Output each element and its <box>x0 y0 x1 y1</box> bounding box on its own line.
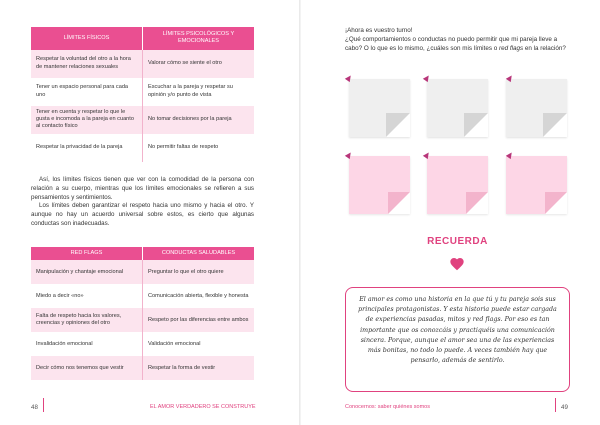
sticky-note[interactable] <box>506 156 567 214</box>
table-cell: Miedo a decir «no» <box>31 284 143 308</box>
sticky-note[interactable] <box>349 156 410 214</box>
table-row <box>31 106 254 134</box>
exercise-intro <box>345 27 575 54</box>
table-header-row <box>31 27 254 50</box>
table-cell: Tener en cuenta y respetar lo que le gusta e incomoda a la pareja en cuanto al contacto físico <box>31 106 143 134</box>
table-cell: Respetar la privacidad de la pareja <box>31 134 143 162</box>
page-curl <box>545 192 567 214</box>
table-header: CONDUCTAS SALUDABLES <box>143 247 255 260</box>
quote-text: El amor es como una historia en la que tú y tu pareja sois sus principales protagonistas. Y esta historia puede estar cargada de experiencias pasadas, mitos y red flags. Por eso es tan importante que os conozcáis y practiquéis una comunicación sincera. Porque, aunque el amor sea una de las experiencias más bonitas, no todo lo puede. A veces también hay que pensarlo, además de sentirlo. <box>358 296 557 365</box>
table-row <box>31 308 254 332</box>
table-header: RED FLAGS <box>31 247 143 260</box>
table-cell: Escuchar a la pareja y respetar su opinión y/o punto de vista <box>143 78 255 106</box>
quote-box <box>345 287 570 392</box>
table-cell: Validación emocional <box>143 332 255 356</box>
running-title-left: EL AMOR VERDADERO SE CONSTRUYE <box>150 404 256 410</box>
sticky-note[interactable] <box>506 79 567 137</box>
table-row <box>31 332 254 356</box>
table-cell: Invalidación emocional <box>31 332 143 356</box>
table-row <box>31 260 254 284</box>
table-cell: Respeto por las diferencias entre ambos <box>143 308 255 332</box>
folio-rule <box>43 398 44 412</box>
table-cell: Falta de respeto hacia los valores, creencias y opiniones del otro <box>31 308 143 332</box>
table-cell: No permitir faltas de respeto <box>143 134 255 162</box>
table-header: LÍMITES FÍSICOS <box>31 27 143 50</box>
table-row <box>31 134 254 162</box>
sticky-note[interactable] <box>427 156 488 214</box>
table-cell: Tener un espacio personal para cada uno <box>31 78 143 106</box>
table-row <box>31 78 254 106</box>
recuerda-heading: RECUERDA <box>427 236 488 247</box>
table-cell: Respetar la voluntad del otro a la hora de mantener relaciones sexuales <box>31 50 143 78</box>
page-curl <box>386 113 410 137</box>
table-cell: Preguntar lo que el otro quiere <box>143 260 255 284</box>
table-cell: Respetar la forma de vestir <box>143 356 255 380</box>
running-title-right: Conocernos: saber quiénes somos <box>345 404 430 410</box>
table-row <box>31 50 254 78</box>
table-row <box>31 284 254 308</box>
page-curl <box>543 113 567 137</box>
heart-icon <box>449 256 465 272</box>
page-number-right: 49 <box>561 404 568 411</box>
page-curl <box>388 192 410 214</box>
sticky-note[interactable] <box>349 79 410 137</box>
folio-rule <box>555 398 556 412</box>
body-text <box>31 176 254 229</box>
table-cell: Manipulación y chantaje emocional <box>31 260 143 284</box>
table-cell: Comunicación abierta, flexible y honesta <box>143 284 255 308</box>
page-curl <box>466 192 488 214</box>
table-cell: Decir cómo nos tenemos que vestir <box>31 356 143 380</box>
table-row <box>31 356 254 380</box>
limits-table <box>31 27 254 162</box>
sticky-note[interactable] <box>427 79 488 137</box>
red-flags-table <box>31 247 254 380</box>
table-cell: No tomar decisiones por la pareja <box>143 106 255 134</box>
paragraph: Los límites deben garantizar el respeto hacia uno mismo y hacia el otro. Y aunque no hay un acuerdo universal sobre estos, es cierto que algunas conductas son inadecuadas. <box>31 202 254 227</box>
intro-line: ¡Ahora es vuestro turno! <box>345 27 413 34</box>
intro-question: ¿Qué comportamientos o conductas no puedo permitir que mi pareja lleve a cabo? O lo que es lo mismo, ¿cuáles son mis límites o red flags en la relación? <box>345 35 566 52</box>
red-flags-emphasis: red flags <box>499 44 524 52</box>
page-gutter <box>299 0 301 425</box>
page-number-left: 48 <box>31 404 38 411</box>
page-curl <box>464 113 488 137</box>
table-header: LÍMITES PSICOLÓGICOS Y EMOCIONALES <box>143 27 255 50</box>
table-header-row <box>31 247 254 260</box>
paragraph: Así, los límites físicos tienen que ver con la comodidad de la persona con relación a su cuerpo, mientras que los límites emocionales se refieren a sus pensamientos y sentimientos. <box>31 176 254 201</box>
table-cell: Valorar cómo se siente el otro <box>143 50 255 78</box>
